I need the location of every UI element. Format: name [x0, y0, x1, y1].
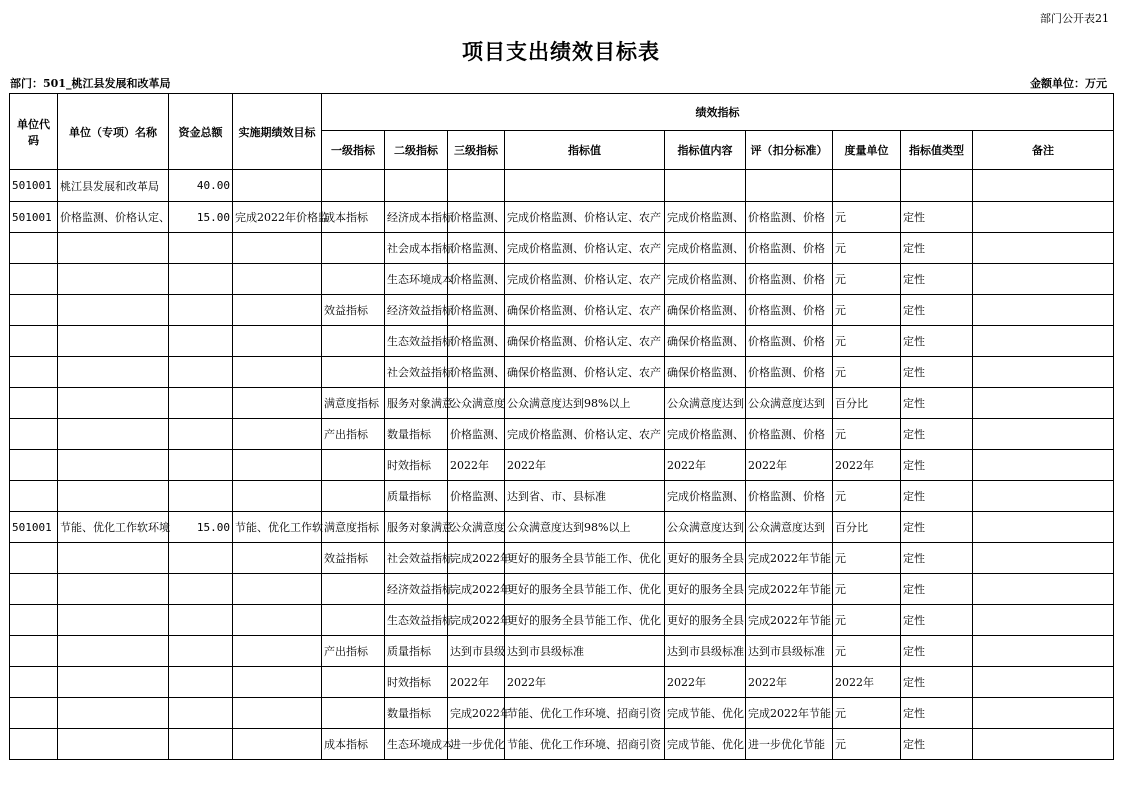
cell-level2: 质量指标 [385, 481, 448, 512]
cell-indicator-value: 达到市县级标准 [505, 636, 665, 667]
cell-unit-code [10, 543, 58, 574]
cell-level3: 公众满意度 [448, 388, 505, 419]
cell-measure-unit [833, 170, 901, 202]
cell-value-type: 定性 [901, 605, 973, 636]
cell-scoring: 公众满意度达到 [746, 388, 833, 419]
cell-unit-name [58, 574, 169, 605]
cell-value-type: 定性 [901, 574, 973, 605]
cell-level2: 社会成本指标 [385, 233, 448, 264]
cell-scoring: 价格监测、价格 [746, 481, 833, 512]
table-row [10, 481, 1114, 512]
cell-scoring: 2022年 [746, 450, 833, 481]
cell-unit-code [10, 357, 58, 388]
cell-measure-unit: 元 [833, 605, 901, 636]
performance-target-table [9, 93, 1114, 760]
cell-unit-code [10, 388, 58, 419]
cell-remarks [973, 698, 1114, 729]
cell-scoring: 完成2022年节能 [746, 543, 833, 574]
cell-measure-unit: 元 [833, 543, 901, 574]
cell-remarks [973, 357, 1114, 388]
table-row [10, 543, 1114, 574]
cell-total-funds [169, 729, 233, 760]
cell-remarks [973, 450, 1114, 481]
cell-remarks [973, 574, 1114, 605]
cell-unit-code [10, 574, 58, 605]
cell-measure-unit: 百分比 [833, 388, 901, 419]
cell-indicator-content: 2022年 [665, 450, 746, 481]
header-scoring: 评（扣分标准） [746, 131, 833, 170]
cell-measure-unit: 2022年 [833, 450, 901, 481]
cell-unit-name [58, 729, 169, 760]
cell-level3: 价格监测、 [448, 481, 505, 512]
cell-unit-name: 节能、优化工作软环境 [58, 512, 169, 543]
cell-unit-code [10, 667, 58, 698]
cell-level2: 数量指标 [385, 698, 448, 729]
cell-unit-name [58, 636, 169, 667]
cell-scoring [746, 170, 833, 202]
cell-level3: 2022年 [448, 450, 505, 481]
table-number-label: 部门公开表21 [1040, 12, 1109, 25]
cell-level3 [448, 170, 505, 202]
cell-level2 [385, 170, 448, 202]
cell-indicator-content: 更好的服务全县 [665, 605, 746, 636]
cell-indicator-content: 完成节能、优化 [665, 698, 746, 729]
cell-goal [233, 698, 322, 729]
cell-indicator-value: 更好的服务全县节能工作、优化 [505, 543, 665, 574]
cell-unit-name: 桃江县发展和改革局 [58, 170, 169, 202]
cell-level3: 价格监测、 [448, 326, 505, 357]
cell-total-funds [169, 605, 233, 636]
cell-unit-code [10, 698, 58, 729]
cell-indicator-content [665, 170, 746, 202]
cell-level1 [322, 667, 385, 698]
cell-level1: 满意度指标 [322, 388, 385, 419]
header-remarks: 备注 [973, 131, 1114, 170]
cell-measure-unit: 元 [833, 202, 901, 233]
cell-level1 [322, 264, 385, 295]
cell-level3: 价格监测、 [448, 233, 505, 264]
cell-indicator-value: 2022年 [505, 450, 665, 481]
cell-total-funds [169, 574, 233, 605]
cell-level2: 经济成本指标 [385, 202, 448, 233]
cell-unit-name [58, 233, 169, 264]
cell-goal [233, 264, 322, 295]
cell-indicator-content: 达到市县级标准 [665, 636, 746, 667]
cell-level2: 生态环境成本 [385, 729, 448, 760]
cell-level3: 价格监测、 [448, 419, 505, 450]
cell-goal [233, 481, 322, 512]
cell-indicator-value [505, 170, 665, 202]
cell-value-type [901, 170, 973, 202]
cell-indicator-content: 完成价格监测、 [665, 419, 746, 450]
cell-indicator-value: 节能、优化工作环境、招商引资 [505, 698, 665, 729]
cell-level3: 公众满意度 [448, 512, 505, 543]
cell-scoring: 价格监测、价格 [746, 202, 833, 233]
cell-level1: 满意度指标 [322, 512, 385, 543]
cell-total-funds [169, 450, 233, 481]
cell-goal [233, 419, 322, 450]
cell-measure-unit: 元 [833, 481, 901, 512]
cell-indicator-content: 确保价格监测、 [665, 357, 746, 388]
cell-total-funds [169, 233, 233, 264]
cell-goal [233, 450, 322, 481]
cell-indicator-content: 确保价格监测、 [665, 295, 746, 326]
cell-level2: 服务对象满意 [385, 512, 448, 543]
cell-total-funds [169, 636, 233, 667]
cell-scoring: 价格监测、价格 [746, 419, 833, 450]
cell-scoring: 价格监测、价格 [746, 233, 833, 264]
cell-goal [233, 574, 322, 605]
cell-remarks [973, 636, 1114, 667]
table-row [10, 667, 1114, 698]
table-row [10, 388, 1114, 419]
cell-level3: 达到市县级 [448, 636, 505, 667]
cell-value-type: 定性 [901, 419, 973, 450]
cell-goal [233, 636, 322, 667]
cell-indicator-content: 公众满意度达到 [665, 512, 746, 543]
header-unit-code: 单位代码 [10, 94, 58, 170]
cell-goal [233, 295, 322, 326]
cell-indicator-value: 完成价格监测、价格认定、农产 [505, 202, 665, 233]
cell-total-funds [169, 295, 233, 326]
cell-level3: 价格监测、 [448, 202, 505, 233]
cell-measure-unit: 元 [833, 574, 901, 605]
table-row [10, 170, 1114, 202]
cell-indicator-content: 更好的服务全县 [665, 543, 746, 574]
table-row [10, 450, 1114, 481]
cell-level1: 成本指标 [322, 729, 385, 760]
cell-measure-unit: 百分比 [833, 512, 901, 543]
cell-level1 [322, 233, 385, 264]
cell-unit-code [10, 326, 58, 357]
cell-remarks [973, 233, 1114, 264]
cell-unit-name: 价格监测、价格认定、 [58, 202, 169, 233]
table-row [10, 202, 1114, 233]
cell-measure-unit: 元 [833, 233, 901, 264]
cell-measure-unit: 2022年 [833, 667, 901, 698]
cell-level1: 效益指标 [322, 543, 385, 574]
cell-value-type: 定性 [901, 450, 973, 481]
cell-remarks [973, 667, 1114, 698]
cell-indicator-content: 2022年 [665, 667, 746, 698]
cell-value-type: 定性 [901, 295, 973, 326]
cell-value-type: 定性 [901, 667, 973, 698]
cell-remarks [973, 202, 1114, 233]
cell-level2: 社会效益指标 [385, 357, 448, 388]
cell-unit-name [58, 326, 169, 357]
cell-unit-code: 501001 [10, 202, 58, 233]
cell-level3: 价格监测、 [448, 357, 505, 388]
cell-value-type: 定性 [901, 698, 973, 729]
cell-goal [233, 357, 322, 388]
cell-scoring: 完成2022年节能 [746, 605, 833, 636]
table-row [10, 605, 1114, 636]
cell-unit-code [10, 636, 58, 667]
table-row [10, 729, 1114, 760]
cell-scoring: 完成2022年节能 [746, 698, 833, 729]
cell-remarks [973, 481, 1114, 512]
cell-level1: 成本指标 [322, 202, 385, 233]
table-row [10, 264, 1114, 295]
cell-unit-code [10, 481, 58, 512]
table-row [10, 698, 1114, 729]
cell-indicator-content: 更好的服务全县 [665, 574, 746, 605]
cell-total-funds [169, 326, 233, 357]
cell-value-type: 定性 [901, 729, 973, 760]
table-row [10, 419, 1114, 450]
cell-unit-name [58, 698, 169, 729]
cell-total-funds [169, 419, 233, 450]
cell-level3: 完成2022年 [448, 698, 505, 729]
cell-measure-unit: 元 [833, 326, 901, 357]
cell-goal [233, 388, 322, 419]
cell-unit-name [58, 419, 169, 450]
cell-indicator-value: 节能、优化工作环境、招商引资 [505, 729, 665, 760]
header-level3: 三级指标 [448, 131, 505, 170]
header-unit-name: 单位（专项）名称 [58, 94, 169, 170]
cell-goal: 节能、优化工作软 [233, 512, 322, 543]
cell-indicator-value: 达到省、市、县标准 [505, 481, 665, 512]
cell-indicator-value: 2022年 [505, 667, 665, 698]
cell-total-funds [169, 667, 233, 698]
cell-indicator-content: 公众满意度达到 [665, 388, 746, 419]
cell-total-funds: 15.00 [169, 512, 233, 543]
cell-value-type: 定性 [901, 636, 973, 667]
cell-scoring: 价格监测、价格 [746, 326, 833, 357]
cell-level2: 社会效益指标 [385, 543, 448, 574]
cell-unit-name [58, 667, 169, 698]
cell-goal [233, 729, 322, 760]
cell-unit-code [10, 450, 58, 481]
table-row [10, 295, 1114, 326]
cell-level2: 经济效益指标 [385, 574, 448, 605]
header-level1: 一级指标 [322, 131, 385, 170]
cell-level3: 2022年 [448, 667, 505, 698]
cell-total-funds: 15.00 [169, 202, 233, 233]
cell-measure-unit: 元 [833, 357, 901, 388]
table-row [10, 574, 1114, 605]
header-implementation-goal: 实施期绩效目标 [233, 94, 322, 170]
table-row [10, 326, 1114, 357]
cell-scoring: 公众满意度达到 [746, 512, 833, 543]
cell-level2: 经济效益指标 [385, 295, 448, 326]
cell-level2: 时效指标 [385, 450, 448, 481]
cell-unit-name [58, 481, 169, 512]
cell-measure-unit: 元 [833, 295, 901, 326]
cell-goal: 完成2022年价格监 [233, 202, 322, 233]
cell-unit-name [58, 543, 169, 574]
header-total-funds: 资金总额 [169, 94, 233, 170]
cell-remarks [973, 419, 1114, 450]
cell-level2: 质量指标 [385, 636, 448, 667]
cell-level1 [322, 326, 385, 357]
cell-remarks [973, 264, 1114, 295]
cell-indicator-content: 确保价格监测、 [665, 326, 746, 357]
cell-level1: 产出指标 [322, 636, 385, 667]
cell-scoring: 进一步优化节能 [746, 729, 833, 760]
cell-indicator-content: 完成价格监测、 [665, 481, 746, 512]
cell-value-type: 定性 [901, 512, 973, 543]
cell-indicator-value: 公众满意度达到98%以上 [505, 388, 665, 419]
cell-level1 [322, 450, 385, 481]
cell-unit-name [58, 357, 169, 388]
cell-indicator-value: 完成价格监测、价格认定、农产 [505, 264, 665, 295]
cell-unit-code [10, 295, 58, 326]
cell-value-type: 定性 [901, 202, 973, 233]
cell-goal [233, 170, 322, 202]
cell-unit-name [58, 388, 169, 419]
cell-remarks [973, 170, 1114, 202]
cell-goal [233, 543, 322, 574]
cell-level1: 产出指标 [322, 419, 385, 450]
cell-indicator-content: 完成节能、优化 [665, 729, 746, 760]
cell-value-type: 定性 [901, 326, 973, 357]
cell-level3: 完成2022年 [448, 543, 505, 574]
cell-scoring: 完成2022年节能 [746, 574, 833, 605]
cell-value-type: 定性 [901, 543, 973, 574]
department-label: 部门：501_桃江县发展和改革局 [10, 77, 171, 90]
cell-scoring: 达到市县级标准 [746, 636, 833, 667]
cell-unit-name [58, 264, 169, 295]
cell-total-funds [169, 357, 233, 388]
cell-total-funds [169, 481, 233, 512]
cell-total-funds [169, 264, 233, 295]
cell-indicator-content: 完成价格监测、 [665, 264, 746, 295]
table-row [10, 233, 1114, 264]
cell-indicator-content: 完成价格监测、 [665, 233, 746, 264]
cell-remarks [973, 512, 1114, 543]
cell-goal [233, 326, 322, 357]
cell-level2: 时效指标 [385, 667, 448, 698]
cell-unit-code: 501001 [10, 170, 58, 202]
cell-level2: 服务对象满意 [385, 388, 448, 419]
cell-unit-name [58, 605, 169, 636]
cell-level3: 进一步优化 [448, 729, 505, 760]
cell-value-type: 定性 [901, 388, 973, 419]
cell-unit-name [58, 295, 169, 326]
cell-level3: 价格监测、 [448, 264, 505, 295]
cell-remarks [973, 295, 1114, 326]
cell-indicator-value: 更好的服务全县节能工作、优化 [505, 605, 665, 636]
cell-level1: 效益指标 [322, 295, 385, 326]
cell-total-funds [169, 698, 233, 729]
cell-total-funds [169, 543, 233, 574]
header-measure-unit: 度量单位 [833, 131, 901, 170]
cell-unit-code [10, 419, 58, 450]
cell-unit-code: 501001 [10, 512, 58, 543]
amount-unit-label: 金额单位：万元 [1030, 77, 1107, 90]
cell-total-funds [169, 388, 233, 419]
cell-remarks [973, 605, 1114, 636]
cell-level1 [322, 357, 385, 388]
cell-scoring: 价格监测、价格 [746, 264, 833, 295]
cell-indicator-value: 公众满意度达到98%以上 [505, 512, 665, 543]
cell-level3: 完成2022年 [448, 605, 505, 636]
cell-unit-name [58, 450, 169, 481]
cell-scoring: 价格监测、价格 [746, 357, 833, 388]
header-indicator-content: 指标值内容 [665, 131, 746, 170]
cell-indicator-content: 完成价格监测、 [665, 202, 746, 233]
cell-unit-code [10, 729, 58, 760]
cell-measure-unit: 元 [833, 636, 901, 667]
cell-indicator-value: 确保价格监测、价格认定、农产 [505, 295, 665, 326]
cell-remarks [973, 388, 1114, 419]
table-row [10, 512, 1114, 543]
cell-remarks [973, 326, 1114, 357]
header-level2: 二级指标 [385, 131, 448, 170]
cell-indicator-value: 更好的服务全县节能工作、优化 [505, 574, 665, 605]
cell-measure-unit: 元 [833, 264, 901, 295]
cell-remarks [973, 543, 1114, 574]
cell-indicator-value: 确保价格监测、价格认定、农产 [505, 357, 665, 388]
cell-goal [233, 605, 322, 636]
cell-value-type: 定性 [901, 357, 973, 388]
cell-level1 [322, 574, 385, 605]
cell-value-type: 定性 [901, 264, 973, 295]
cell-indicator-value: 完成价格监测、价格认定、农产 [505, 419, 665, 450]
cell-unit-code [10, 605, 58, 636]
cell-level1 [322, 481, 385, 512]
header-value-type: 指标值类型 [901, 131, 973, 170]
header-indicator-value: 指标值 [505, 131, 665, 170]
cell-scoring: 价格监测、价格 [746, 295, 833, 326]
cell-goal [233, 233, 322, 264]
cell-goal [233, 667, 322, 698]
table-row [10, 636, 1114, 667]
cell-level1 [322, 698, 385, 729]
cell-indicator-value: 确保价格监测、价格认定、农产 [505, 326, 665, 357]
cell-value-type: 定性 [901, 233, 973, 264]
cell-measure-unit: 元 [833, 729, 901, 760]
cell-scoring: 2022年 [746, 667, 833, 698]
cell-level2: 生态效益指标 [385, 326, 448, 357]
table-row [10, 357, 1114, 388]
cell-level1 [322, 170, 385, 202]
cell-indicator-value: 完成价格监测、价格认定、农产 [505, 233, 665, 264]
cell-level2: 生态环境成本 [385, 264, 448, 295]
cell-unit-code [10, 264, 58, 295]
cell-value-type: 定性 [901, 481, 973, 512]
cell-measure-unit: 元 [833, 419, 901, 450]
cell-unit-code [10, 233, 58, 264]
cell-level3: 完成2022年 [448, 574, 505, 605]
cell-measure-unit: 元 [833, 698, 901, 729]
cell-level2: 生态效益指标 [385, 605, 448, 636]
cell-remarks [973, 729, 1114, 760]
header-performance-indicators: 绩效指标 [322, 94, 1114, 131]
cell-level3: 价格监测、 [448, 295, 505, 326]
cell-level1 [322, 605, 385, 636]
cell-total-funds: 40.00 [169, 170, 233, 202]
cell-level2: 数量指标 [385, 419, 448, 450]
page-title: 项目支出绩效目标表 [462, 39, 660, 64]
